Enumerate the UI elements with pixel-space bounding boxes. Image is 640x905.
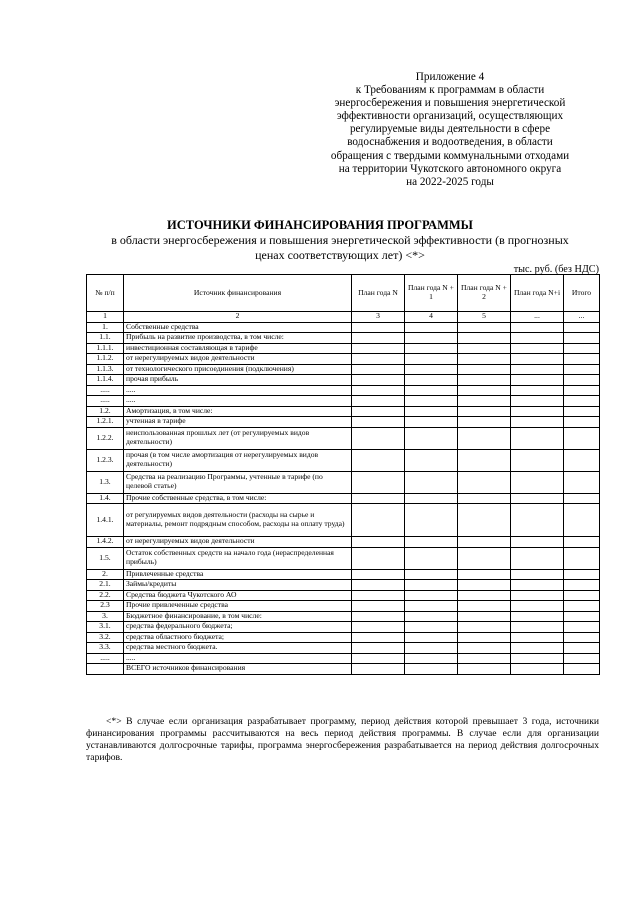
value-cell[interactable] [458,664,511,675]
value-cell[interactable] [511,580,564,591]
row-number: 1.1. [87,333,124,344]
value-cell[interactable] [511,493,564,504]
row-source-name: ..... [124,385,352,396]
value-cell[interactable] [405,354,458,365]
row-source-name: ..... [124,396,352,407]
value-cell[interactable] [458,590,511,601]
value-cell[interactable] [352,504,405,537]
appendix-line: обращения с твердыми коммунальными отходами [330,149,570,162]
value-cell[interactable] [405,375,458,386]
value-cell[interactable] [458,322,511,333]
table-row [87,611,600,622]
subtitle-line-1: в области энергосбережения и повышения энергетической эффективности (в прогнозных [111,233,569,247]
footnote [86,716,599,764]
value-cell[interactable] [405,364,458,375]
value-cell[interactable] [564,449,600,471]
header-plan-n1: План года N + 1 [405,275,458,312]
table-row [87,385,600,396]
column-number: ... [564,312,600,323]
value-cell[interactable] [405,569,458,580]
table-row [87,493,600,504]
value-cell[interactable] [511,632,564,643]
row-number: 3.1. [87,622,124,633]
value-cell[interactable] [352,449,405,471]
appendix-line: на территории Чукотского автономного округа [338,162,562,175]
value-cell[interactable] [564,537,600,548]
table-row [87,547,600,569]
value-cell[interactable] [458,611,511,622]
row-source-name: Прибыль на развитие производства, в том числе: [124,333,352,344]
row-source-name: Прочие собственные средства, в том числе: [124,493,352,504]
row-number: ..... [87,396,124,407]
value-cell[interactable] [458,547,511,569]
row-number: 1.2.2. [87,427,124,449]
value-cell[interactable] [564,333,600,344]
value-cell[interactable] [511,449,564,471]
value-cell[interactable] [511,664,564,675]
column-numbers-row [87,312,600,323]
value-cell[interactable] [352,601,405,612]
value-cell[interactable] [352,396,405,407]
value-cell[interactable] [405,493,458,504]
value-cell[interactable] [352,385,405,396]
table-row [87,406,600,417]
row-source-name: неиспользованная прошлых лет (от регулируемых видов деятельности) [124,427,352,449]
row-number: 3.3. [87,643,124,654]
row-number: 3.2. [87,632,124,643]
row-source-name: Остаток собственных средств на начало года (нераспределенная прибыль) [124,547,352,569]
value-cell[interactable] [564,322,600,333]
header-plan-n: План года N [352,275,405,312]
table-row [87,343,600,354]
row-source-name: Займы/кредиты [124,580,352,591]
value-cell[interactable] [511,322,564,333]
header-plan-n2: План года N + 2 [458,275,511,312]
value-cell[interactable] [511,354,564,365]
document-subtitle [60,233,620,262]
value-cell[interactable] [405,537,458,548]
value-cell[interactable] [511,537,564,548]
value-cell[interactable] [511,364,564,375]
row-source-name: Привлеченные средства [124,569,352,580]
row-source-name: Бюджетное финансирование, в том числе: [124,611,352,622]
value-cell[interactable] [458,632,511,643]
value-cell[interactable] [405,653,458,664]
value-cell[interactable] [564,375,600,386]
appendix-line: водоснабжения и водоотведения, в области [347,136,553,149]
appendix-line: на 2022-2025 годы [406,175,494,188]
table-row [87,590,600,601]
value-cell[interactable] [405,385,458,396]
value-cell[interactable] [511,611,564,622]
value-cell[interactable] [511,471,564,493]
column-number: 3 [352,312,405,323]
table-row [87,396,600,407]
table-row [87,643,600,654]
value-cell[interactable] [564,611,600,622]
value-cell[interactable] [352,322,405,333]
value-cell[interactable] [352,590,405,601]
column-number: 5 [458,312,511,323]
value-cell[interactable] [458,601,511,612]
table-row [87,417,600,428]
value-cell[interactable] [352,611,405,622]
row-number: 1.4.1. [87,504,124,537]
row-source-name: Средства бюджета Чукотского АО [124,590,352,601]
row-number: 2.1. [87,580,124,591]
value-cell[interactable] [458,504,511,537]
value-cell[interactable] [458,364,511,375]
value-cell[interactable] [352,471,405,493]
value-cell[interactable] [458,427,511,449]
row-number: 1.2. [87,406,124,417]
value-cell[interactable] [564,427,600,449]
table-row [87,375,600,386]
row-number: 2.2. [87,590,124,601]
value-cell[interactable] [458,343,511,354]
appendix-line: к Требованиям к программам в области [355,84,545,97]
value-cell[interactable] [458,537,511,548]
table-row [87,322,600,333]
table-row [87,622,600,633]
value-cell[interactable] [405,471,458,493]
table-row [87,471,600,493]
value-cell[interactable] [511,417,564,428]
row-source-name: учтенная в тарифе [124,417,352,428]
value-cell[interactable] [458,333,511,344]
value-cell[interactable] [458,653,511,664]
value-cell[interactable] [511,396,564,407]
value-cell[interactable] [511,601,564,612]
value-cell[interactable] [564,406,600,417]
row-number: 1.1.4. [87,375,124,386]
table-row [87,601,600,612]
value-cell[interactable] [511,427,564,449]
table-row [87,664,600,675]
value-cell[interactable] [458,569,511,580]
column-number: 4 [405,312,458,323]
value-cell[interactable] [564,664,600,675]
value-cell[interactable] [352,354,405,365]
units-label: тыс. руб. (без НДС) [513,264,599,275]
row-source-name: ..... [124,653,352,664]
value-cell[interactable] [458,493,511,504]
row-source-name: ВСЕГО источников финансирования [124,664,352,675]
value-cell[interactable] [405,449,458,471]
column-number: 2 [124,312,352,323]
value-cell[interactable] [458,354,511,365]
value-cell[interactable] [511,333,564,344]
value-cell[interactable] [564,493,600,504]
value-cell[interactable] [564,396,600,407]
value-cell[interactable] [352,643,405,654]
row-number: 1.1.1. [87,343,124,354]
value-cell[interactable] [564,471,600,493]
row-source-name: прочая прибыль [124,375,352,386]
row-number: 1.2.1. [87,417,124,428]
value-cell[interactable] [352,537,405,548]
value-cell[interactable] [405,611,458,622]
appendix-line: регулируемые виды деятельности в сфере [349,123,551,136]
appendix-line: энергосбережения и повышения энергетической [334,97,566,110]
value-cell[interactable] [405,427,458,449]
value-cell[interactable] [458,375,511,386]
value-cell[interactable] [458,449,511,471]
value-cell[interactable] [564,364,600,375]
subtitle-line-2: ценах соответствующих лет) <*> [255,247,425,262]
value-cell[interactable] [511,343,564,354]
value-cell[interactable] [352,406,405,417]
header-total: Итого [564,275,600,312]
row-number: 1. [87,322,124,333]
footnote-text: <*> В случае если организация разрабатывает программу, период действия которой превышает 3 года, источники финансирования программы рассчитываются на весь период действия программы. В случае если для организации устанавливаются долгосрочные тарифы, программа энергосбережения разрабатывается на период действия долгосрочных тарифов. [86,716,599,763]
value-cell[interactable] [511,504,564,537]
row-number: ..... [87,385,124,396]
value-cell[interactable] [564,569,600,580]
value-cell[interactable] [511,590,564,601]
row-source-name: инвестиционная составляющая в тарифе [124,343,352,354]
row-source-name: прочая (в том числе амортизация от нерегулируемых видов деятельности) [124,449,352,471]
row-number: 1.5. [87,547,124,569]
value-cell[interactable] [352,343,405,354]
document-title: ИСТОЧНИКИ ФИНАНСИРОВАНИЯ ПРОГРАММЫ [167,218,473,232]
value-cell[interactable] [405,643,458,654]
table-row [87,569,600,580]
value-cell[interactable] [405,322,458,333]
value-cell[interactable] [458,385,511,396]
value-cell[interactable] [564,343,600,354]
value-cell[interactable] [564,385,600,396]
table-row [87,504,600,537]
table-row [87,333,600,344]
row-source-name: от нерегулируемых видов деятельности [124,537,352,548]
value-cell[interactable] [458,406,511,417]
value-cell[interactable] [564,504,600,537]
table-row [87,364,600,375]
value-cell[interactable] [511,653,564,664]
value-cell[interactable] [352,664,405,675]
table-row [87,653,600,664]
value-cell[interactable] [511,622,564,633]
value-cell[interactable] [458,580,511,591]
row-number: 1.2.3. [87,449,124,471]
row-source-name: от регулируемых видов деятельности (расходы на сырье и материалы, ремонт подрядным способом, расходы на оплату труда) [124,504,352,537]
row-source-name: от нерегулируемых видов деятельности [124,354,352,365]
value-cell[interactable] [564,547,600,569]
row-number: 1.1.3. [87,364,124,375]
value-cell[interactable] [352,653,405,664]
value-cell[interactable] [405,664,458,675]
row-number [87,664,124,675]
table-row [87,632,600,643]
row-source-name: Средства на реализацию Программы, учтенные в тарифе (по целевой статье) [124,471,352,493]
row-source-name: средства областного бюджета; [124,632,352,643]
value-cell[interactable] [564,632,600,643]
row-number: ..... [87,653,124,664]
value-cell[interactable] [564,601,600,612]
value-cell[interactable] [352,364,405,375]
value-cell[interactable] [352,622,405,633]
value-cell[interactable] [352,632,405,643]
column-number: 1 [87,312,124,323]
table-header-row [87,275,600,312]
appendix-line: эффективности организаций, осуществляющих [336,110,564,123]
value-cell[interactable] [352,333,405,344]
value-cell[interactable] [564,622,600,633]
value-cell[interactable] [511,375,564,386]
value-cell[interactable] [405,632,458,643]
value-cell[interactable] [405,396,458,407]
value-cell[interactable] [405,333,458,344]
appendix-header [300,71,600,189]
row-number: 1.4. [87,493,124,504]
row-source-name: Собственные средства [124,322,352,333]
table-row [87,580,600,591]
header-source: Источник финансирования [124,275,352,312]
value-cell[interactable] [458,396,511,407]
table-row [87,449,600,471]
value-cell[interactable] [511,406,564,417]
value-cell[interactable] [405,504,458,537]
value-cell[interactable] [405,417,458,428]
row-source-name: от технологического присоединения (подключения) [124,364,352,375]
row-source-name: средства федерального бюджета; [124,622,352,633]
table-row [87,537,600,548]
value-cell[interactable] [352,493,405,504]
row-source-name: средства местного бюджета. [124,643,352,654]
row-number: 3. [87,611,124,622]
value-cell[interactable] [511,643,564,654]
header-plan-ni: План года N+i [511,275,564,312]
row-source-name: Прочие привлеченные средства [124,601,352,612]
value-cell[interactable] [405,580,458,591]
value-cell[interactable] [458,471,511,493]
value-cell[interactable] [405,406,458,417]
value-cell[interactable] [564,653,600,664]
value-cell[interactable] [352,427,405,449]
value-cell[interactable] [564,354,600,365]
row-source-name: Амортизация, в том числе: [124,406,352,417]
appendix-line: Приложение 4 [415,71,485,83]
value-cell[interactable] [564,590,600,601]
table-row [87,354,600,365]
value-cell[interactable] [564,417,600,428]
row-number: 2.3 [87,601,124,612]
value-cell[interactable] [458,643,511,654]
row-number: 2. [87,569,124,580]
value-cell[interactable] [511,547,564,569]
value-cell[interactable] [405,547,458,569]
value-cell[interactable] [458,622,511,633]
header-num: № п/п [87,275,124,312]
value-cell[interactable] [352,375,405,386]
row-number: 1.3. [87,471,124,493]
value-cell[interactable] [511,385,564,396]
value-cell[interactable] [405,590,458,601]
value-cell[interactable] [405,601,458,612]
value-cell[interactable] [352,547,405,569]
column-number: ... [511,312,564,323]
value-cell[interactable] [352,417,405,428]
financing-sources-table [86,274,600,675]
table-row [87,427,600,449]
value-cell[interactable] [564,643,600,654]
value-cell[interactable] [511,569,564,580]
value-cell[interactable] [352,569,405,580]
value-cell[interactable] [564,580,600,591]
row-number: 1.1.2. [87,354,124,365]
value-cell[interactable] [405,622,458,633]
row-number: 1.4.2. [87,537,124,548]
table-body [87,322,600,674]
value-cell[interactable] [352,580,405,591]
value-cell[interactable] [458,417,511,428]
value-cell[interactable] [405,343,458,354]
